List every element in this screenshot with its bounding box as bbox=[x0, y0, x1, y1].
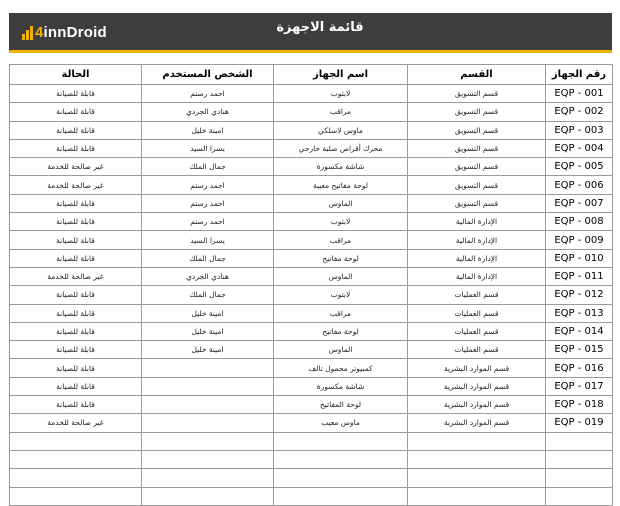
user-cell bbox=[142, 359, 274, 377]
column-header-device-name: اسم الجهاز bbox=[274, 65, 408, 85]
device-name-cell: لوحة المفاتيح bbox=[274, 396, 408, 414]
department-cell: قسم التسويق bbox=[408, 85, 546, 103]
status-cell bbox=[10, 469, 142, 487]
status-cell: قابلة للصيانة bbox=[10, 194, 142, 212]
device-name-cell: لابتوب bbox=[274, 85, 408, 103]
logo-wordmark: 4innDroid bbox=[35, 23, 107, 41]
user-cell: يسرا السيد bbox=[142, 231, 274, 249]
column-header-user: الشخص المستخدم bbox=[142, 65, 274, 85]
status-cell: قابلة للصيانة bbox=[10, 396, 142, 414]
department-cell: قسم التسويق bbox=[408, 176, 546, 194]
device-id-cell bbox=[546, 469, 613, 487]
department-cell: الإدارة المالية bbox=[408, 249, 546, 267]
department-cell bbox=[408, 487, 546, 505]
column-header-device-id: رقم الجهاز bbox=[546, 65, 613, 85]
page-title: قائمة الاجهزة bbox=[276, 20, 364, 35]
device-name-cell: الماوس bbox=[274, 341, 408, 359]
status-cell bbox=[10, 487, 142, 505]
device-id-cell: EQP - 006 bbox=[546, 176, 613, 194]
user-cell: امينة خليل bbox=[142, 322, 274, 340]
table-row bbox=[10, 487, 613, 505]
department-cell bbox=[408, 450, 546, 468]
user-cell: امينة خليل bbox=[142, 304, 274, 322]
table-row bbox=[10, 158, 613, 176]
table-row bbox=[10, 121, 613, 139]
user-cell bbox=[142, 450, 274, 468]
table-row bbox=[10, 414, 613, 432]
device-name-cell: ماوس لاسلكي bbox=[274, 121, 408, 139]
device-id-cell bbox=[546, 487, 613, 505]
department-cell: قسم التسويق bbox=[408, 139, 546, 157]
device-name-cell: شاشة مكسورة bbox=[274, 377, 408, 395]
department-cell: قسم الموارد البشرية bbox=[408, 359, 546, 377]
department-cell: قسم التسويق bbox=[408, 121, 546, 139]
status-cell bbox=[10, 432, 142, 450]
user-cell bbox=[142, 377, 274, 395]
device-id-cell: EQP - 007 bbox=[546, 194, 613, 212]
user-cell: امينة خليل bbox=[142, 121, 274, 139]
status-cell: قابلة للصيانة bbox=[10, 304, 142, 322]
device-id-cell bbox=[546, 450, 613, 468]
table-row bbox=[10, 359, 613, 377]
table-row bbox=[10, 213, 613, 231]
device-name-cell: كمبيوتر محمول تالف bbox=[274, 359, 408, 377]
department-cell: قسم التسويق bbox=[408, 158, 546, 176]
department-cell bbox=[408, 432, 546, 450]
user-cell: امينة خليل bbox=[142, 341, 274, 359]
department-cell: قسم التسويق bbox=[408, 194, 546, 212]
status-cell: قابلة للصيانة bbox=[10, 359, 142, 377]
table-row bbox=[10, 341, 613, 359]
device-id-cell: EQP - 005 bbox=[546, 158, 613, 176]
table-row bbox=[10, 85, 613, 103]
device-name-cell: محرك أقراص صلبة خارجي bbox=[274, 139, 408, 157]
device-id-cell: EQP - 014 bbox=[546, 322, 613, 340]
table-row bbox=[10, 231, 613, 249]
device-name-cell: لابتوب bbox=[274, 213, 408, 231]
user-cell bbox=[142, 414, 274, 432]
table-header-row bbox=[10, 65, 613, 85]
table-row bbox=[10, 286, 613, 304]
device-name-cell bbox=[274, 432, 408, 450]
column-header-department: القسم bbox=[408, 65, 546, 85]
status-cell: غير صالحة للخدمة bbox=[10, 158, 142, 176]
status-cell: قابلة للصيانة bbox=[10, 139, 142, 157]
table-row bbox=[10, 450, 613, 468]
user-cell: احمد رستم bbox=[142, 213, 274, 231]
user-cell: احمد رستم bbox=[142, 176, 274, 194]
device-name-cell: لابتوب bbox=[274, 286, 408, 304]
brand-logo bbox=[22, 22, 107, 42]
table-row bbox=[10, 194, 613, 212]
department-cell: قسم الموارد البشرية bbox=[408, 377, 546, 395]
status-cell: قابلة للصيانة bbox=[10, 341, 142, 359]
table-row bbox=[10, 176, 613, 194]
device-id-cell: EQP - 013 bbox=[546, 304, 613, 322]
user-cell: هنادي الجردي bbox=[142, 267, 274, 285]
devices-table bbox=[9, 64, 613, 506]
department-cell: قسم العمليات bbox=[408, 322, 546, 340]
user-cell bbox=[142, 487, 274, 505]
device-id-cell: EQP - 012 bbox=[546, 286, 613, 304]
status-cell bbox=[10, 450, 142, 468]
device-id-cell: EQP - 018 bbox=[546, 396, 613, 414]
user-cell: جمال الملك bbox=[142, 286, 274, 304]
user-cell: احمد رستم bbox=[142, 85, 274, 103]
status-cell: قابلة للصيانة bbox=[10, 231, 142, 249]
department-cell bbox=[408, 469, 546, 487]
user-cell bbox=[142, 432, 274, 450]
column-header-status: الحالة bbox=[10, 65, 142, 85]
status-cell: غير صالحة للخدمة bbox=[10, 176, 142, 194]
device-name-cell: الماوس bbox=[274, 194, 408, 212]
device-id-cell: EQP - 009 bbox=[546, 231, 613, 249]
department-cell: قسم العمليات bbox=[408, 286, 546, 304]
device-id-cell: EQP - 017 bbox=[546, 377, 613, 395]
user-cell: جمال الملك bbox=[142, 249, 274, 267]
device-name-cell: مراقب bbox=[274, 231, 408, 249]
table-row bbox=[10, 322, 613, 340]
status-cell: قابلة للصيانة bbox=[10, 377, 142, 395]
device-name-cell: مراقب bbox=[274, 304, 408, 322]
table-row bbox=[10, 267, 613, 285]
device-name-cell bbox=[274, 469, 408, 487]
table-row bbox=[10, 139, 613, 157]
device-id-cell: EQP - 010 bbox=[546, 249, 613, 267]
user-cell: جمال الملك bbox=[142, 158, 274, 176]
device-id-cell bbox=[546, 432, 613, 450]
device-name-cell: الماوس bbox=[274, 267, 408, 285]
device-id-cell: EQP - 001 bbox=[546, 85, 613, 103]
status-cell: قابلة للصيانة bbox=[10, 322, 142, 340]
department-cell: قسم العمليات bbox=[408, 304, 546, 322]
department-cell: قسم التسويق bbox=[408, 103, 546, 121]
table-row bbox=[10, 432, 613, 450]
device-id-cell: EQP - 016 bbox=[546, 359, 613, 377]
status-cell: قابلة للصيانة bbox=[10, 121, 142, 139]
department-cell: الإدارة المالية bbox=[408, 213, 546, 231]
device-name-cell: مراقب bbox=[274, 103, 408, 121]
status-cell: غير صالحة للخدمة bbox=[10, 267, 142, 285]
status-cell: قابلة للصيانة bbox=[10, 249, 142, 267]
device-id-cell: EQP - 003 bbox=[546, 121, 613, 139]
device-name-cell: لوحة مفاتيح bbox=[274, 322, 408, 340]
device-id-cell: EQP - 008 bbox=[546, 213, 613, 231]
department-cell: الإدارة المالية bbox=[408, 231, 546, 249]
device-name-cell: لوحة مفاتيح bbox=[274, 249, 408, 267]
device-id-cell: EQP - 004 bbox=[546, 139, 613, 157]
table-row bbox=[10, 304, 613, 322]
department-cell: قسم العمليات bbox=[408, 341, 546, 359]
table-row bbox=[10, 469, 613, 487]
table-row bbox=[10, 249, 613, 267]
user-cell bbox=[142, 469, 274, 487]
device-name-cell: لوحة مفاتيح معيبة bbox=[274, 176, 408, 194]
user-cell: يسرا السيد bbox=[142, 139, 274, 157]
table-row bbox=[10, 396, 613, 414]
header-accent-line bbox=[9, 50, 612, 53]
status-cell: غير صالحة للخدمة bbox=[10, 414, 142, 432]
status-cell: قابلة للصيانة bbox=[10, 286, 142, 304]
table-row bbox=[10, 377, 613, 395]
user-cell: هنادي الجردي bbox=[142, 103, 274, 121]
department-cell: قسم الموارد البشرية bbox=[408, 396, 546, 414]
department-cell: قسم الموارد البشرية bbox=[408, 414, 546, 432]
status-cell: قابلة للصيانة bbox=[10, 103, 142, 121]
device-name-cell: شاشة مكسورة bbox=[274, 158, 408, 176]
logo-bars-icon bbox=[22, 24, 33, 40]
device-name-cell: ماوس معيب bbox=[274, 414, 408, 432]
device-name-cell bbox=[274, 487, 408, 505]
status-cell: قابلة للصيانة bbox=[10, 85, 142, 103]
device-id-cell: EQP - 011 bbox=[546, 267, 613, 285]
user-cell bbox=[142, 396, 274, 414]
device-id-cell: EQP - 002 bbox=[546, 103, 613, 121]
device-id-cell: EQP - 019 bbox=[546, 414, 613, 432]
user-cell: احمد رستم bbox=[142, 194, 274, 212]
department-cell: الإدارة المالية bbox=[408, 267, 546, 285]
device-id-cell: EQP - 015 bbox=[546, 341, 613, 359]
device-name-cell bbox=[274, 450, 408, 468]
status-cell: قابلة للصيانة bbox=[10, 213, 142, 231]
table-row bbox=[10, 103, 613, 121]
